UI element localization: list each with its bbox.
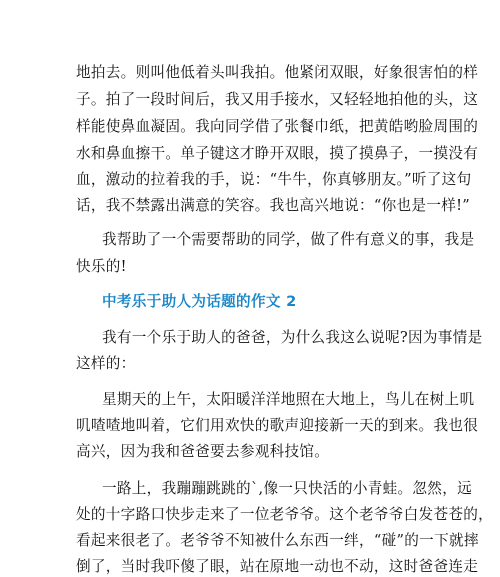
paragraph-5-line-1: 一路上，我蹦蹦跳跳的`,像一只快活的小青蛙。忽然，远 [102, 480, 472, 497]
paragraph-4-line-1: 星期天的上午，太阳暖洋洋地照在大地上，鸟儿在树上叽 [102, 391, 475, 408]
paragraph-1-line-4: 水和鼻血擦干。单子键这才睁开双眼，摸了摸鼻子，一摸没有 [76, 145, 479, 162]
paragraph-1-line-6: 话，我不禁露出满意的笑容。我也高兴地说：“你也是一样!” [76, 197, 471, 214]
paragraph-5-line-4: 倒了，当时我吓傻了眼，站在原地一动也不动，这时爸爸连走 [76, 558, 479, 575]
paragraph-1-line-3: 样能使鼻血凝固。我向同学借了张餐巾纸，把黄皓哟脸周围的 [76, 118, 479, 135]
paragraph-5-line-2: 处的十字路口快步走来了一位老爷爷。这个老爷爷白发苍苍的， [76, 506, 494, 523]
paragraph-3-line-2: 这样的： [76, 355, 136, 372]
paragraph-2-line-2: 快乐的! [76, 258, 127, 275]
paragraph-1-line-5: 血，激动的拉着我的手，说：“牛牛，你真够朋友。”听了这句 [76, 171, 472, 188]
paragraph-1-line-1: 地拍去。则叫他低着头叫我拍。他紧闭双眼，好象很害怕的样 [76, 64, 479, 81]
paragraph-1-line-2: 子。拍了一段时间后，我又用手接水，又轻轻地拍他的头，这 [76, 91, 479, 108]
paragraph-4-line-3: 高兴，因为我和爸爸要去参观科技馆。 [76, 443, 330, 460]
paragraph-3-line-1: 我有一个乐于助人的爸爸，为什么我这么说呢?因为事情是 [102, 329, 483, 346]
section-heading: 中考乐于助人为话题的作文 2 [102, 293, 297, 310]
paragraph-2-line-1: 我帮助了一个需要帮助的同学，做了件有意义的事，我是 [102, 231, 475, 248]
paragraph-5-line-3: 看起来很老了。老爷爷不知被什么东西一绊，“碰”的一下就摔 [76, 532, 479, 549]
paragraph-4-line-2: 叽喳喳地叫着，它们用欢快的歌声迎接新一天的到来。我也很 [76, 417, 479, 434]
